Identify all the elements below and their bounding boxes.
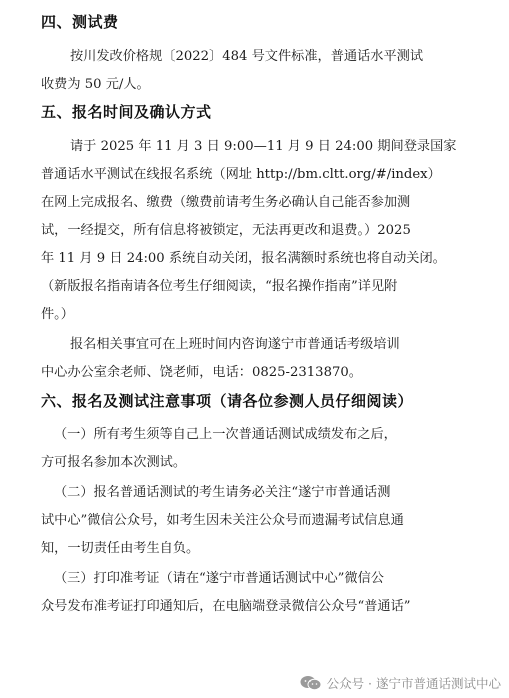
section-heading-fee: 四、测试费 <box>41 13 119 31</box>
paragraph-line: （一）所有考生须等自己上一次普通话测试成绩发布之后， <box>54 427 397 442</box>
paragraph-line: 试，一经提交，所有信息将被锁定，无法再更改和退费。）2025 <box>41 223 411 238</box>
paragraph-line: 众号发布准考证打印通知后，在电脑端登录微信公众号“普通话” <box>41 599 411 614</box>
paragraph-line: 报名相关事宜可在上班时间内咨询遂宁市普通话考级培训 <box>70 337 400 352</box>
paragraph-line: 请于 2025 年 11 月 3 日 9:00—11 月 9 日 24:00 期间登录国家 <box>70 139 457 154</box>
paragraph-line: 知，一切责任由考生自负。 <box>41 541 200 556</box>
paragraph-line: 年 11 月 9 日 24:00 系统自动关闭，报名满额时系统也将自动关闭。 <box>41 251 446 266</box>
paragraph-line: 普通话水平测试在线报名系统（网址 http://bm.cltt.org/#/index） <box>41 167 441 182</box>
paragraph-line: 方可报名参加本次测试。 <box>41 455 187 470</box>
paragraph-line: 件。） <box>41 307 74 322</box>
paragraph-line: （新版报名指南请各位考生仔细阅读，“报名操作指南”详见附 <box>41 279 398 294</box>
paragraph-line: （二）报名普通话测试的考生请务必关注“遂宁市普通话测 <box>54 485 391 500</box>
paragraph-line: 按川发改价格规〔2022〕484 号文件标准，普通话水平测试 <box>70 49 424 64</box>
section-heading-registration: 五、报名时间及确认方式 <box>41 103 212 121</box>
paragraph-line: 试中心”微信公众号，如考生因未关注公众号而遗漏考试信息通 <box>41 513 404 528</box>
paragraph-line: 在网上完成报名、缴费（缴费前请考生务必确认自己能否参加测 <box>41 195 411 210</box>
watermark <box>300 674 501 692</box>
paragraph-line: 中心办公室余老师、饶老师，电话：0825-2313870。 <box>41 365 362 380</box>
wechat-icon <box>300 675 322 691</box>
paragraph-line: 收费为 50 元/人。 <box>41 77 150 92</box>
paragraph-line: （三）打印准考证（请在“遂宁市普通话测试中心”微信公 <box>54 571 384 586</box>
watermark-text: 公众号 · 遂宁市普通话测试中心 <box>326 676 501 691</box>
section-heading-notes: 六、报名及测试注意事项（请各位参测人员仔细阅读） <box>41 392 414 410</box>
